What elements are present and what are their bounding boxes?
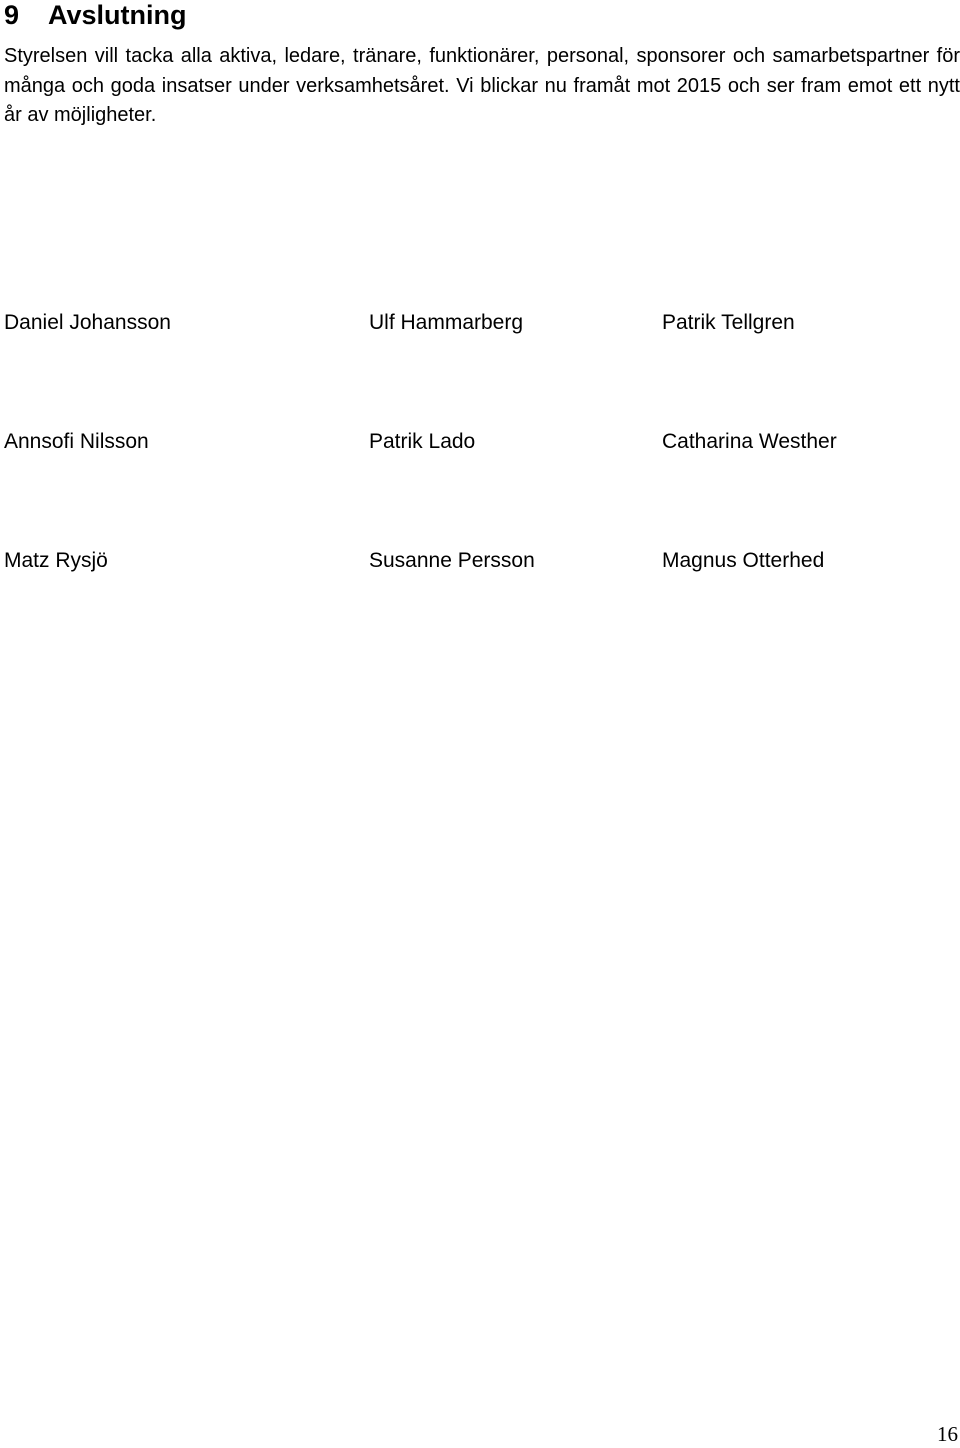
signature-name: Catharina Westher xyxy=(662,430,837,453)
signature-name: Magnus Otterhed xyxy=(662,549,825,572)
signature-row xyxy=(0,545,960,577)
closing-paragraph: Styrelsen vill tacka alla aktiva, ledare, tränare, funktionärer, personal, sponsorer och samarbetspartner för många och goda insatser under verksamhetsåret. Vi blickar nu framåt mot 2015 och ser fram emot ett nytt år av möjligheter. xyxy=(4,45,960,126)
signature-row xyxy=(0,426,960,458)
signature-row xyxy=(0,307,960,339)
section-number: 9 xyxy=(4,0,20,30)
signature-name: Annsofi Nilsson xyxy=(4,430,149,453)
signature-name: Ulf Hammarberg xyxy=(369,311,524,334)
page-number: 16 xyxy=(937,1422,958,1446)
signature-name: Daniel Johansson xyxy=(4,311,171,334)
section-heading xyxy=(4,0,187,32)
signature-name: Susanne Persson xyxy=(369,549,535,572)
signature-name: Patrik Tellgren xyxy=(662,311,795,334)
signature-name: Matz Rysjö xyxy=(4,549,108,572)
section-title: Avslutning xyxy=(48,0,187,30)
signature-name: Patrik Lado xyxy=(369,430,476,453)
